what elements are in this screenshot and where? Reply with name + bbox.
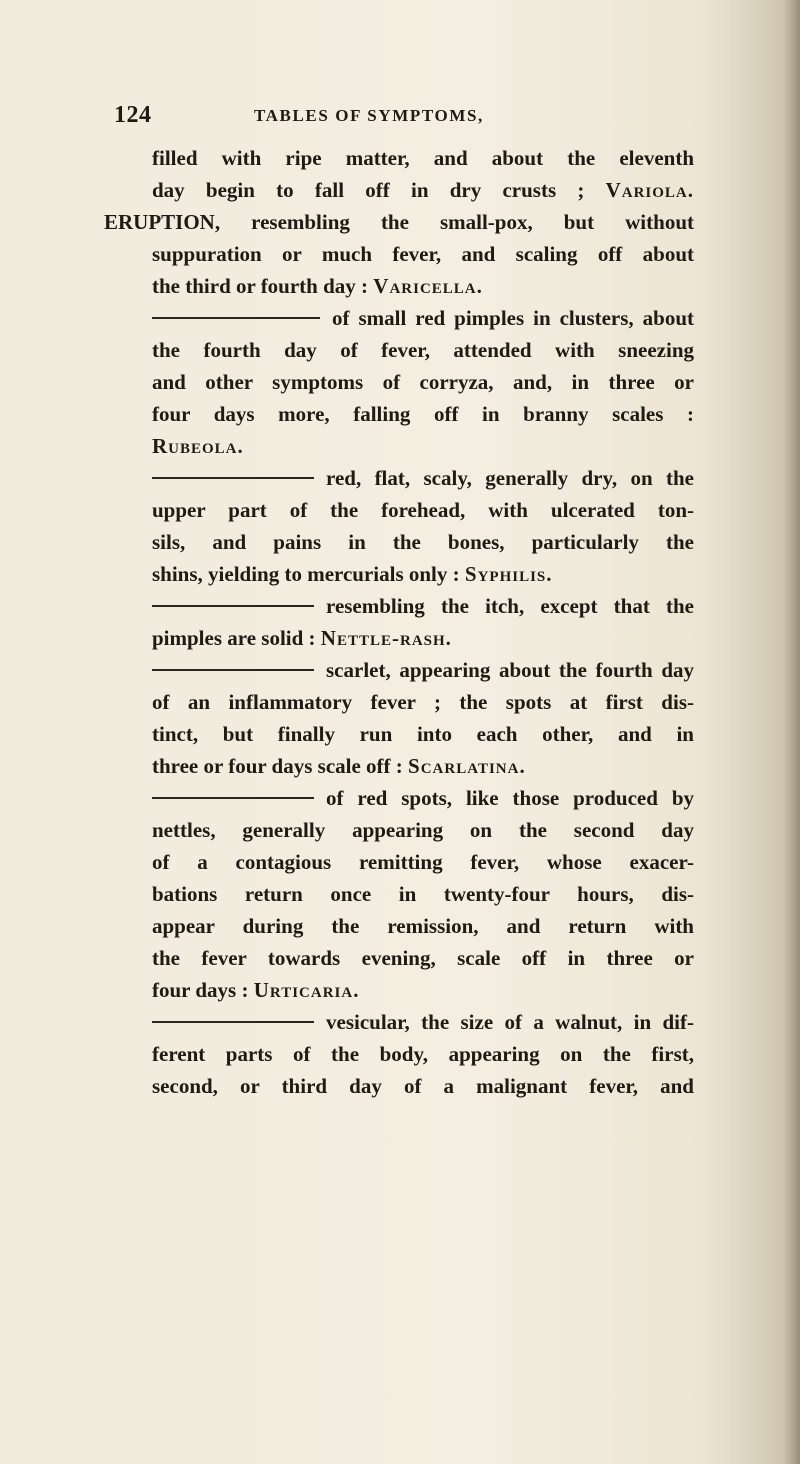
- text-line: [104, 718, 694, 750]
- line-text: three or four days scale off :: [152, 754, 403, 778]
- line-text: appear during the remission, and return with: [152, 914, 694, 938]
- disease-term: Syphilis.: [464, 562, 553, 586]
- page-edge-shadow: [782, 0, 800, 1464]
- disease-term: Urticaria.: [253, 978, 360, 1002]
- body-text: [104, 142, 694, 1102]
- ditto-dash: [152, 317, 320, 319]
- ditto-dash: [152, 605, 314, 607]
- disease-term: Variola.: [605, 178, 695, 202]
- text-line: [104, 206, 694, 238]
- text-line: [104, 782, 694, 814]
- text-line: [104, 846, 694, 878]
- line-text: upper part of the forehead, with ulcerated ton-: [152, 498, 694, 522]
- text-line: [104, 302, 694, 334]
- text-line: [104, 622, 694, 654]
- line-text: of red spots, like those produced by: [326, 786, 694, 810]
- disease-term: Scarlatina.: [408, 754, 526, 778]
- text-line: [104, 910, 694, 942]
- line-text: second, or third day of a malignant fever, and: [152, 1074, 694, 1098]
- ditto-dash: [152, 1021, 314, 1023]
- line-text: shins, yielding to mercurials only :: [152, 562, 460, 586]
- disease-term: Rubeola.: [152, 434, 244, 458]
- text-line: [104, 462, 694, 494]
- line-text: of an inflammatory fever ; the spots at first dis-: [152, 690, 694, 714]
- line-text: the third or fourth day :: [152, 274, 369, 298]
- line-text: of small red pimples in clusters, about: [332, 306, 694, 330]
- line-text: bations return once in twenty-four hours, dis-: [152, 882, 694, 906]
- text-line: [104, 590, 694, 622]
- text-line: [104, 270, 694, 302]
- ditto-dash: [152, 669, 314, 671]
- ditto-dash: [152, 797, 314, 799]
- text-line: [104, 430, 694, 462]
- disease-term: Varicella.: [373, 274, 483, 298]
- line-text: day begin to fall off in dry crusts ;: [152, 178, 585, 202]
- running-head: TABLES OF SYMPTOMS,: [254, 106, 484, 125]
- line-text: nettles, generally appearing on the second day: [152, 818, 694, 842]
- page-header: [114, 102, 674, 142]
- text-line: [104, 974, 694, 1006]
- line-text: scarlet, appearing about the fourth day: [326, 658, 694, 682]
- line-text: of a contagious remitting fever, whose exacer-: [152, 850, 694, 874]
- line-text: pimples are solid :: [152, 626, 316, 650]
- line-text: red, flat, scaly, generally dry, on the: [326, 466, 694, 490]
- line-text: tinct, but finally run into each other, and in: [152, 722, 694, 746]
- disease-term: Nettle-rash.: [320, 626, 452, 650]
- text-line: [104, 398, 694, 430]
- line-text: ERUPTION, resembling the small-pox, but without: [104, 210, 694, 234]
- text-line: [104, 558, 694, 590]
- text-line: [104, 1006, 694, 1038]
- text-line: [104, 814, 694, 846]
- text-line: [104, 878, 694, 910]
- line-text: four days :: [152, 978, 249, 1002]
- text-line: [104, 238, 694, 270]
- text-line: [104, 1070, 694, 1102]
- line-text: vesicular, the size of a walnut, in dif-: [326, 1010, 694, 1034]
- text-line: [104, 686, 694, 718]
- line-text: sils, and pains in the bones, particularly the: [152, 530, 694, 554]
- text-line: [104, 1038, 694, 1070]
- line-text: resembling the itch, except that the: [326, 594, 694, 618]
- ditto-dash: [152, 477, 314, 479]
- text-line: [104, 750, 694, 782]
- line-text: four days more, falling off in branny scales :: [152, 402, 694, 426]
- line-text: ferent parts of the body, appearing on the first,: [152, 1042, 694, 1066]
- text-line: [104, 174, 694, 206]
- text-line: [104, 942, 694, 974]
- text-line: [104, 494, 694, 526]
- text-line: [104, 526, 694, 558]
- text-line: [104, 654, 694, 686]
- text-line: [104, 334, 694, 366]
- text-line: [104, 366, 694, 398]
- line-text: and other symptoms of corryza, and, in three or: [152, 370, 694, 394]
- line-text: suppuration or much fever, and scaling off about: [152, 242, 694, 266]
- page-number: 124: [114, 102, 152, 128]
- text-line: [104, 142, 694, 174]
- line-text: the fever towards evening, scale off in three or: [152, 946, 694, 970]
- line-text: filled with ripe matter, and about the eleventh: [152, 146, 694, 170]
- line-text: the fourth day of fever, attended with sneezing: [152, 338, 694, 362]
